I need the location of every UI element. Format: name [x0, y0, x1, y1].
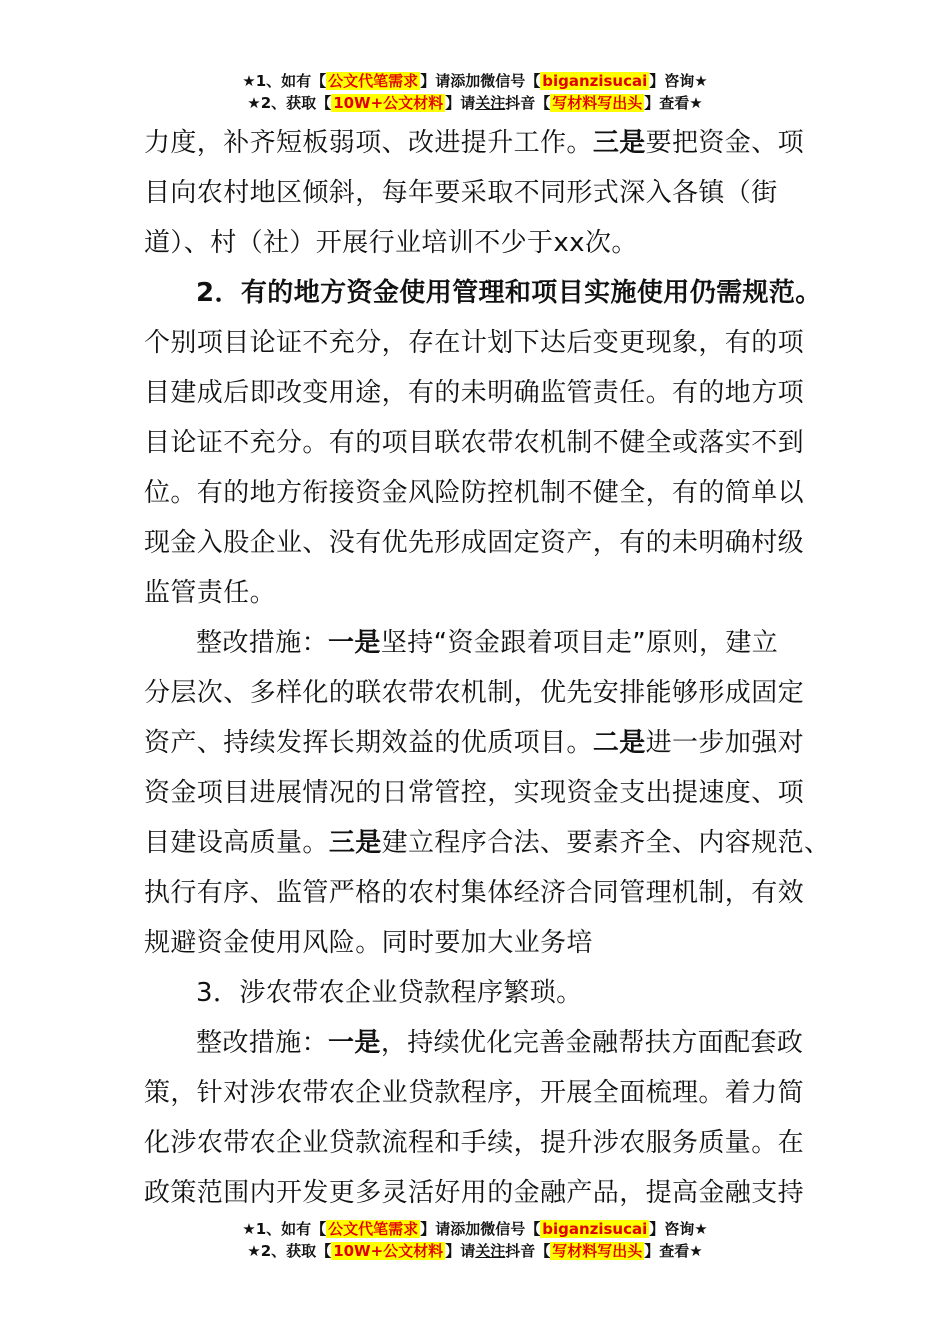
- banner-highlight: biganzisucai: [542, 1220, 648, 1238]
- banner-text: ★1、如有【: [242, 1220, 327, 1238]
- banner-highlight: 10W+公文材料: [333, 1242, 444, 1260]
- text-line: 规避资金使用风险。同时要加大业务培: [144, 928, 593, 958]
- text-line: 策，针对涉农带农企业贷款程序，开展全面梳理。着力简: [144, 1078, 805, 1108]
- text-line: 化涉农带农企业贷款流程和手续，提升涉农服务质量。在: [144, 1128, 805, 1158]
- banner-text: 】咨询★: [649, 1220, 708, 1238]
- text-line: 目建设高质量。三是建立程序合法、要素齐全、内容规范、: [144, 828, 831, 858]
- section-heading: 2．有的地方资金使用管理和项目实施使用仍需规范。: [196, 278, 822, 308]
- banner-text: 】请添加微信号【: [420, 1220, 541, 1238]
- banner-highlight: 公文代笔需求: [328, 72, 419, 90]
- banner-line-1: [0, 1218, 950, 1240]
- text-line: 位。有的地方衔接资金风险防控机制不健全，有的简单以: [144, 478, 805, 508]
- banner-text: ★1、如有【: [242, 72, 327, 90]
- text-line: 资产、持续发挥长期效益的优质项目。二是进一步加强对: [144, 728, 805, 758]
- banner-highlight: biganzisucai: [542, 72, 648, 90]
- banner-highlight: 10W+公文材料: [333, 94, 444, 112]
- banner-text: 抖音【: [505, 1242, 551, 1260]
- banner-line-2: [0, 1240, 950, 1262]
- banner-highlight: 公文代笔需求: [328, 1220, 419, 1238]
- text-line: 个别项目论证不充分，存在计划下达后变更现象，有的项: [144, 328, 805, 358]
- banner-highlight: 写材料写出头: [552, 1242, 643, 1260]
- banner-text: 】查看★: [644, 94, 703, 112]
- text-line: 目向农村地区倾斜，每年要采取不同形式深入各镇（街: [144, 178, 778, 208]
- text-line: 力度，补齐短板弱项、改进提升工作。三是要把资金、项: [144, 128, 805, 158]
- text-line: 现金入股企业、没有优先形成固定资产，有的未明确村级: [144, 528, 805, 558]
- text-line: 资金项目进展情况的日常管控，实现资金支出提速度、项: [144, 778, 805, 808]
- header-banner: [0, 70, 950, 114]
- text-line: 分层次、多样化的联农带农机制，优先安排能够形成固定: [144, 678, 805, 708]
- section-heading: 3．涉农带农企业贷款程序繁琐。: [196, 978, 583, 1008]
- banner-text: 】请: [445, 1242, 476, 1260]
- banner-highlight: 写材料写出头: [552, 94, 643, 112]
- text-line: 政策范围内开发更多灵活好用的金融产品，提高金融支持: [144, 1178, 805, 1208]
- banner-line-1: [0, 70, 950, 92]
- banner-text: ★2、获取【: [247, 1242, 332, 1260]
- text-line: 道）、村（社）开展行业培训不少于xx次。: [144, 228, 638, 258]
- text-line: 目建成后即改变用途，有的未明确监管责任。有的地方项: [144, 378, 805, 408]
- text-line: 整改措施：一是，持续优化完善金融帮扶方面配套政: [196, 1028, 804, 1058]
- footer-banner: [0, 1218, 950, 1262]
- text-line: 执行有序、监管严格的农村集体经济合同管理机制，有效: [144, 878, 805, 908]
- banner-text: 抖音【: [505, 94, 551, 112]
- banner-text: 】查看★: [644, 1242, 703, 1260]
- banner-text: 】咨询★: [649, 72, 708, 90]
- text-line: 监管责任。: [144, 578, 277, 608]
- banner-text: 】请: [445, 94, 476, 112]
- text-line: 整改措施：一是坚持“资金跟着项目走”原则，建立: [196, 628, 779, 658]
- banner-line-2: [0, 92, 950, 114]
- banner-underline: 关注: [475, 94, 506, 112]
- banner-text: ★2、获取【: [247, 94, 332, 112]
- text-line: 目论证不充分。有的项目联农带农机制不健全或落实不到: [144, 428, 805, 458]
- banner-text: 】请添加微信号【: [420, 72, 541, 90]
- banner-underline: 关注: [475, 1242, 506, 1260]
